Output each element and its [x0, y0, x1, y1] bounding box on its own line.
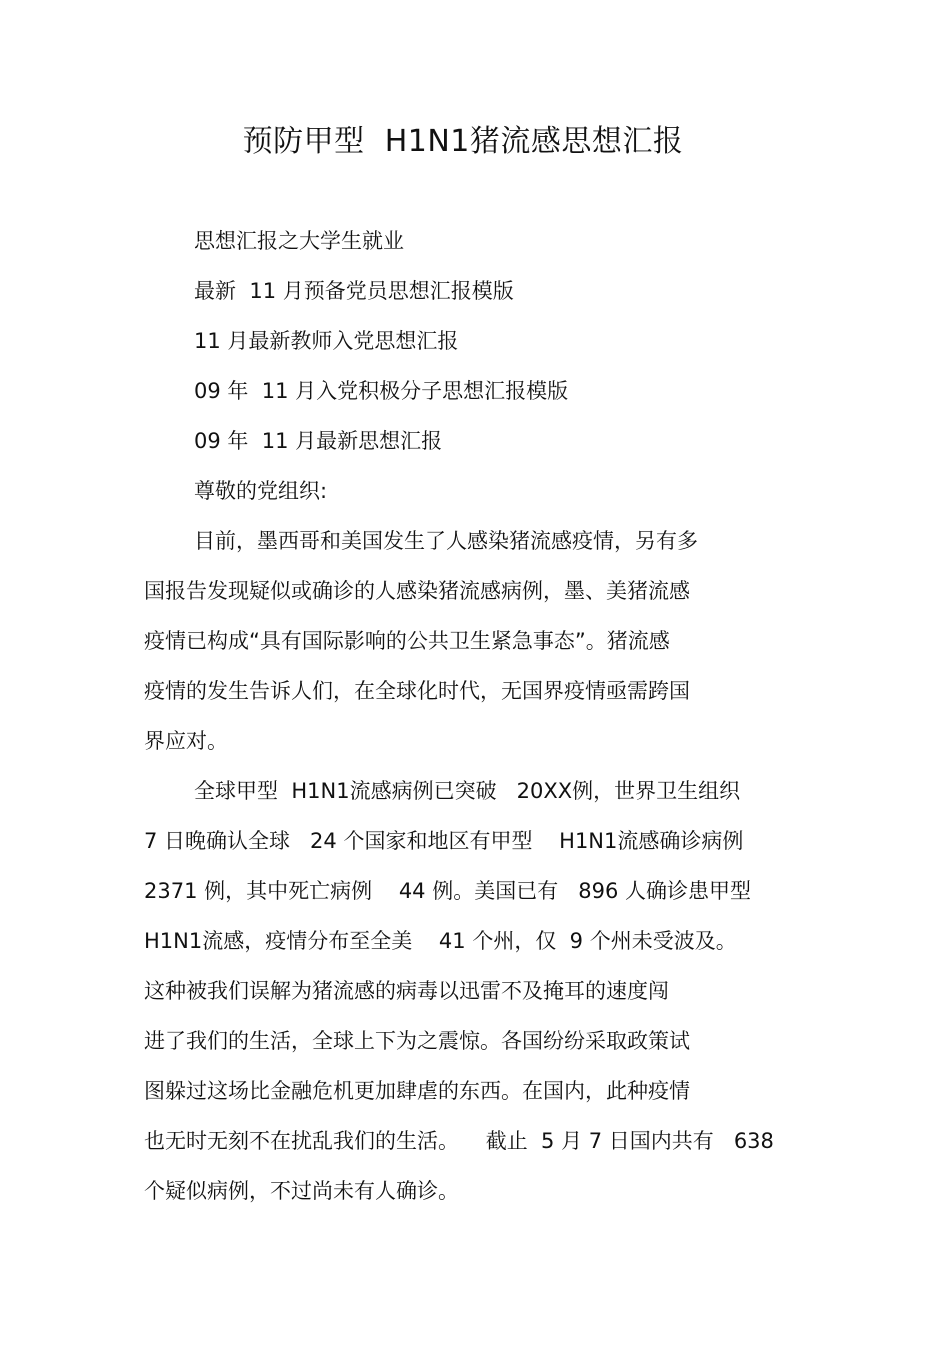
salutation: 尊敬的党组织:: [194, 479, 328, 503]
paragraph-line: 目前，墨西哥和美国发生了人感染猪流感疫情，另有多: [194, 529, 698, 553]
paragraph-line: 界应对。: [144, 729, 228, 753]
paragraph-line: H1N1流感，疫情分布至全美 41 个州，仅 9 个州未受波及。: [144, 929, 737, 953]
header-line: 09 年 11 月入党积极分子思想汇报模版: [194, 379, 569, 403]
paragraph-line: 图躲过这场比金融危机更加肆虐的东西。在国内，此种疫情: [144, 1079, 690, 1103]
paragraph-line: 也无时无刻不在扰乱我们的生活。 截止 5 月 7 日国内共有 638: [144, 1129, 774, 1153]
paragraph-line: 进了我们的生活，全球上下为之震惊。各国纷纷采取政策试: [144, 1029, 690, 1053]
paragraph-line: 全球甲型 H1N1流感病例已突破 20XX例，世界卫生组织: [194, 779, 741, 803]
header-line: 09 年 11 月最新思想汇报: [194, 429, 443, 453]
paragraph-line: 2371 例，其中死亡病例 44 例。美国已有 896 人确诊患甲型: [144, 879, 751, 903]
document-title: 预防甲型 H1N1猪流感思想汇报: [242, 124, 684, 159]
paragraph-line: 疫情的发生告诉人们，在全球化时代，无国界疫情亟需跨国: [144, 679, 690, 703]
header-line: 11 月最新教师入党思想汇报: [194, 329, 459, 353]
paragraph-line: 7 日晚确认全球 24 个国家和地区有甲型 H1N1流感确诊病例: [144, 829, 744, 853]
document-body: [144, 216, 824, 1216]
paragraph-line: 国报告发现疑似或确诊的人感染猪流感病例，墨、美猪流感: [144, 579, 690, 603]
header-line: 思想汇报之大学生就业: [194, 229, 404, 253]
paragraph-line: 个疑似病例，不过尚未有人确诊。: [144, 1179, 459, 1203]
paragraph-line: 这种被我们误解为猪流感的病毒以迅雷不及掩耳的速度闯: [144, 979, 669, 1003]
header-line: 最新 11 月预备党员思想汇报模版: [194, 279, 514, 303]
paragraph-line: 疫情已构成“具有国际影响的公共卫生紧急事态”。猪流感: [144, 629, 670, 653]
